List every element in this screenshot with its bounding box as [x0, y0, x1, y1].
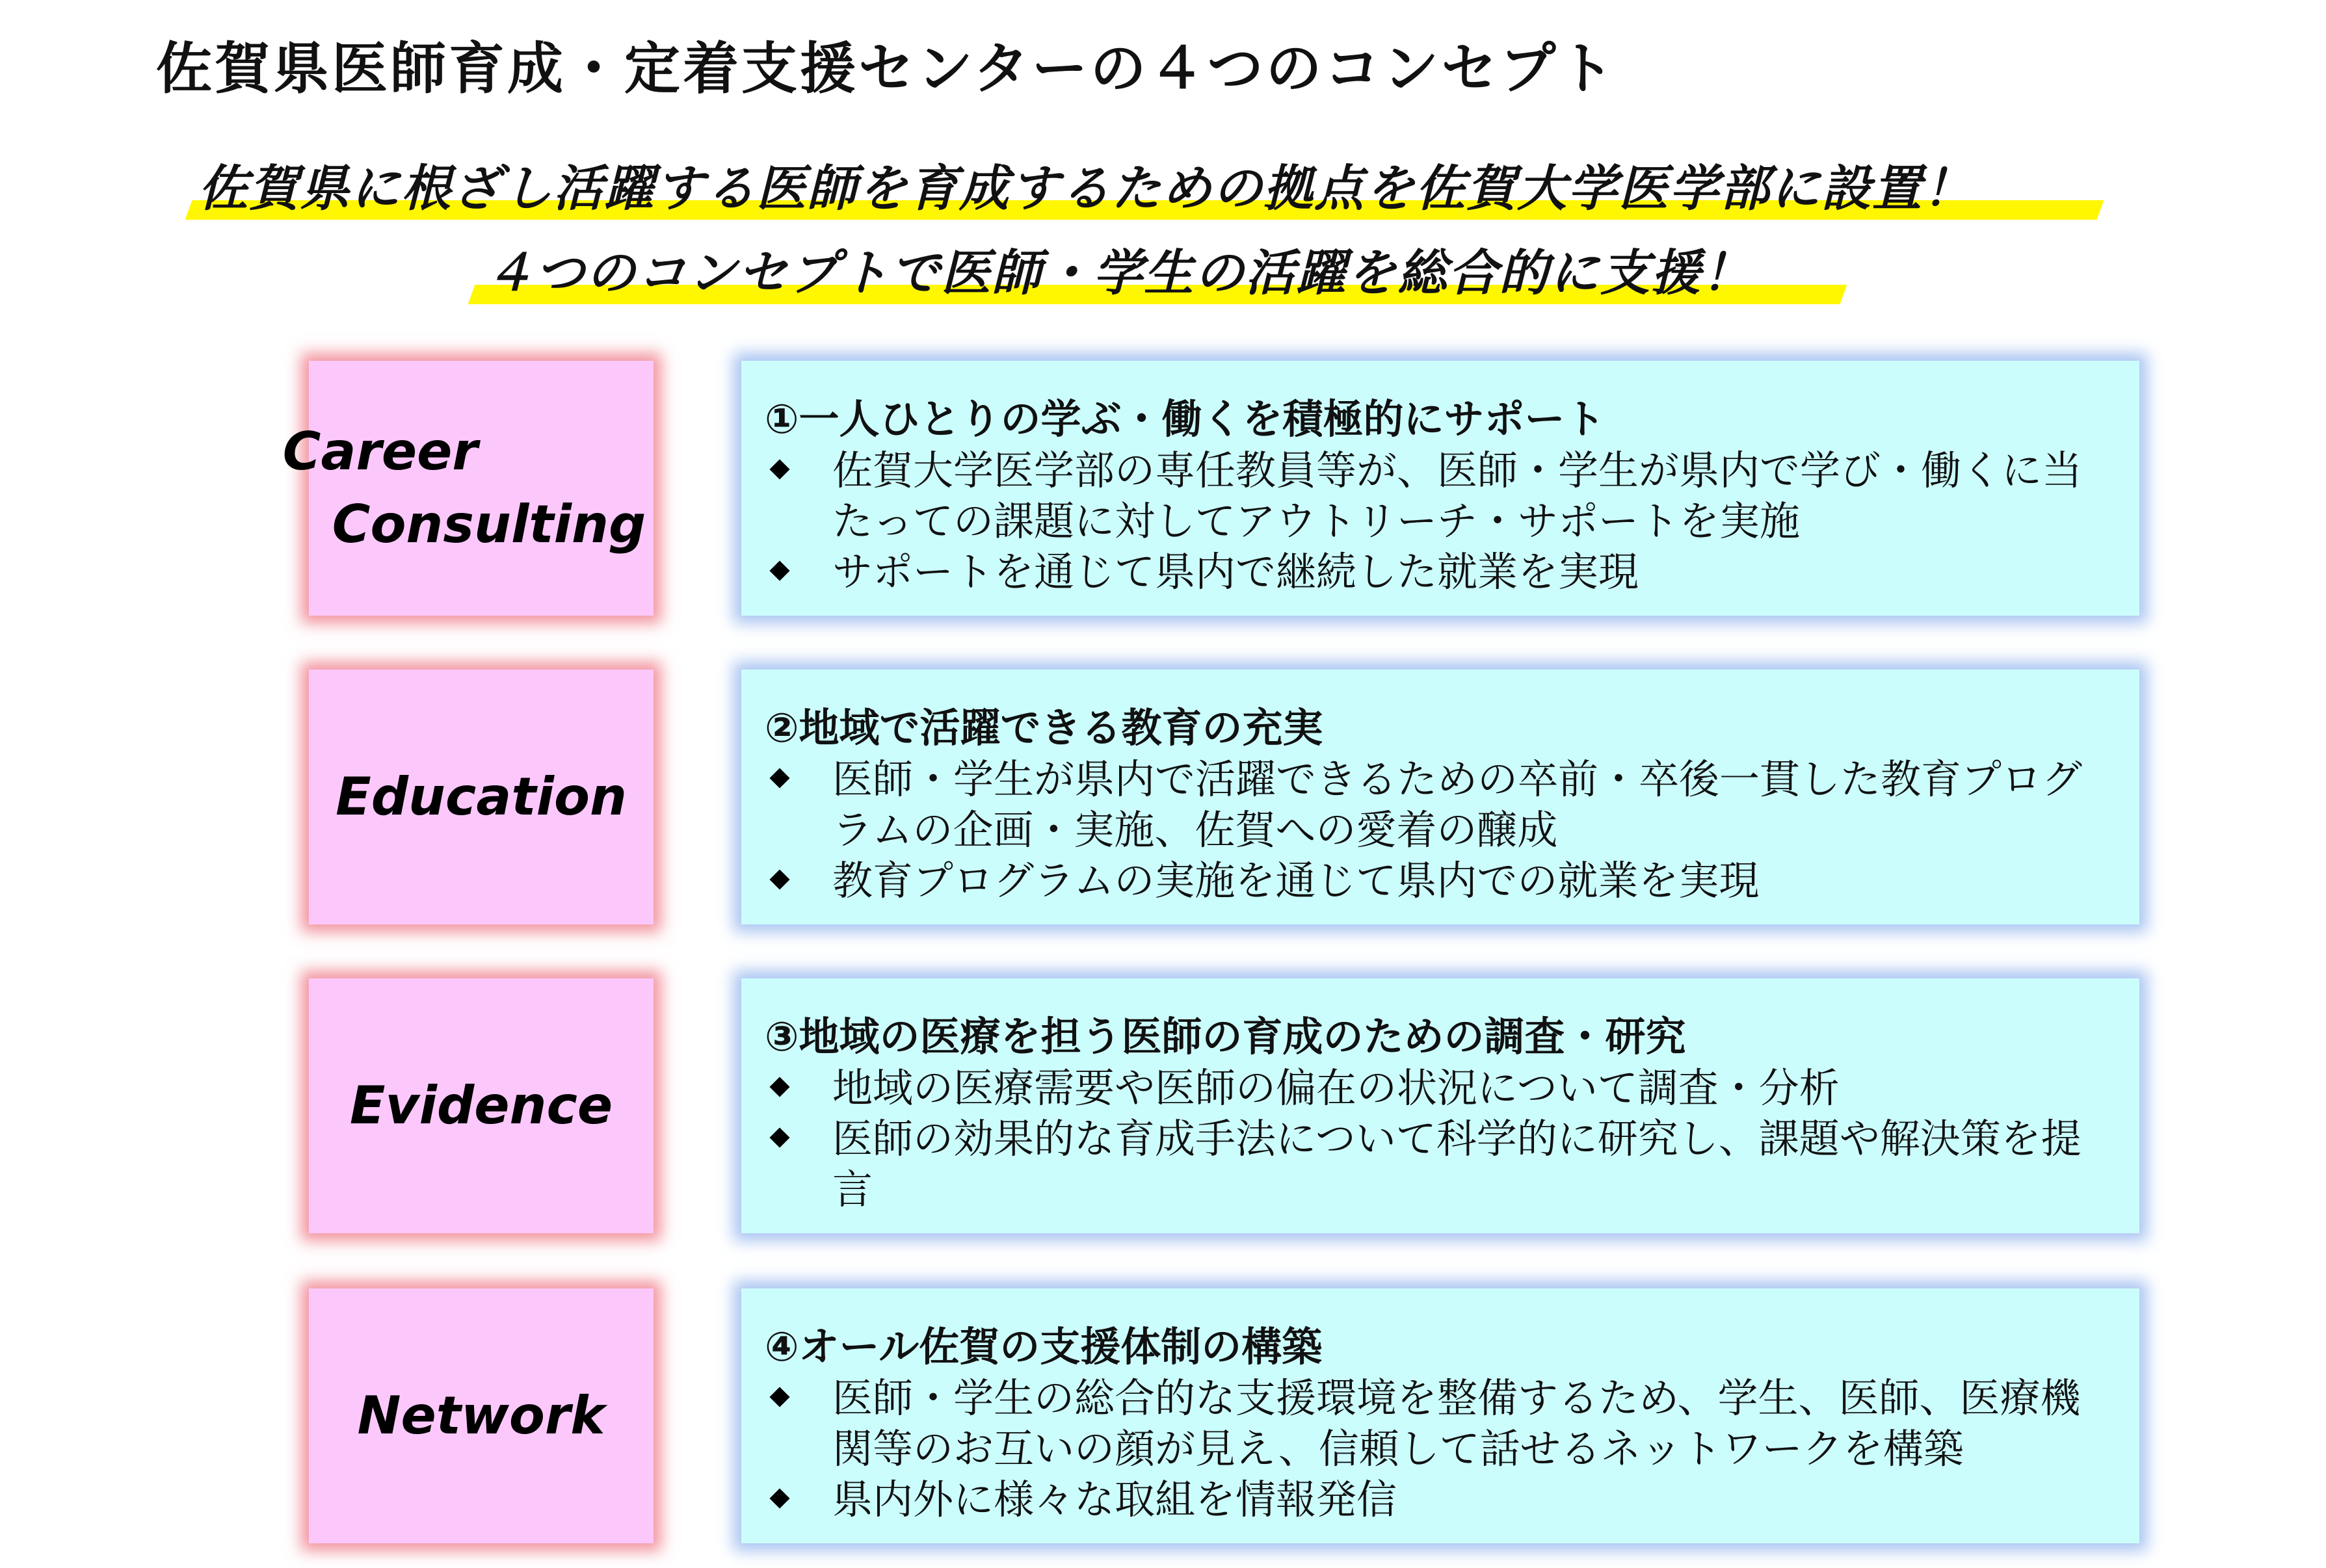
bullet-text: 地域の医療需要や医師の偏在の状況について調査・分析 — [832, 1064, 1840, 1112]
bullet-text: 教育プログラムの実施を通じて県内での就業を実現 — [832, 857, 1760, 904]
concept-label-network — [309, 1288, 654, 1543]
label-line-1: Education — [336, 766, 627, 827]
diamond-bullet-icon — [769, 1387, 789, 1407]
bullet-item — [765, 1114, 2113, 1215]
bullet-text: 佐賀大学医学部の専任教員等が、医師・学生が県内で学び・働くに当たっての課題に対してアウトリーチ・サポートを実施 — [832, 447, 2083, 545]
bullet-item — [765, 856, 2113, 906]
bullet-text: 医師・学生の総合的な支援環境を整備するため、学生、医師、医療機関等のお互いの顔が見え、信頼して話せるネットワークを構築 — [832, 1374, 2081, 1472]
diamond-bullet-icon — [769, 1127, 789, 1147]
concept-label-education — [309, 670, 654, 924]
concept-label-evidence — [309, 978, 654, 1233]
bullet-item — [765, 1474, 2113, 1525]
label-line-1: Career — [282, 421, 478, 482]
lead-line-1: 佐賀県に根ざし活躍する医師を育成するための拠点を佐賀大学医学部に設置！ — [198, 159, 1974, 217]
bullet-text: サポートを通じて県内で継続した就業を実現 — [832, 548, 1639, 595]
bullet-item — [765, 1063, 2113, 1114]
bullet-text: 医師の効果的な育成手法について科学的に研究し、課題や解決策を提言 — [832, 1115, 2082, 1213]
concept-content-career-consulting — [741, 361, 2139, 616]
bullet-text: 県内外に様々な取組を情報発信 — [832, 1476, 1397, 1523]
bullet-item — [765, 547, 2113, 597]
bullet-item — [765, 754, 2113, 856]
bullet-list — [765, 1063, 2113, 1215]
diamond-bullet-icon — [769, 459, 789, 479]
bullet-list — [765, 445, 2113, 597]
concept-heading: ②地域で活躍できる教育の充実 — [765, 704, 1323, 751]
diamond-bullet-icon — [769, 1488, 789, 1508]
bullet-item — [765, 1373, 2113, 1474]
concept-heading: ③地域の医療を担う医師の育成のための調査・研究 — [765, 1013, 1686, 1060]
concept-content-education — [741, 670, 2139, 924]
concept-label-career-consulting — [282, 361, 654, 616]
diamond-bullet-icon — [769, 560, 789, 581]
lead-line-2: ４つのコンセプトで医師・学生の活躍を総合的に支援！ — [484, 244, 1752, 302]
concept-content-evidence — [741, 978, 2139, 1233]
diamond-bullet-icon — [769, 1077, 789, 1097]
bullet-list — [765, 1373, 2113, 1525]
label-line-2: Consulting — [332, 494, 646, 555]
concept-content-network — [741, 1288, 2139, 1543]
diamond-bullet-icon — [769, 869, 789, 889]
page-title: 佐賀県医師育成・定着支援センターの４つのコンセプト — [156, 36, 1617, 101]
bullet-text: 医師・学生が県内で活躍できるための卒前・卒後一貫した教育プログラムの企画・実施、佐賀への愛着の醸成 — [832, 755, 2083, 854]
label-line-1: Evidence — [349, 1075, 613, 1136]
concept-heading: ①一人ひとりの学ぶ・働くを積極的にサポート — [765, 395, 1606, 443]
diamond-bullet-icon — [769, 768, 789, 788]
concept-heading: ④オール佐賀の支援体制の構築 — [765, 1323, 1323, 1370]
bullet-item — [765, 445, 2113, 547]
label-line-1: Network — [357, 1385, 605, 1446]
bullet-list — [765, 754, 2113, 906]
